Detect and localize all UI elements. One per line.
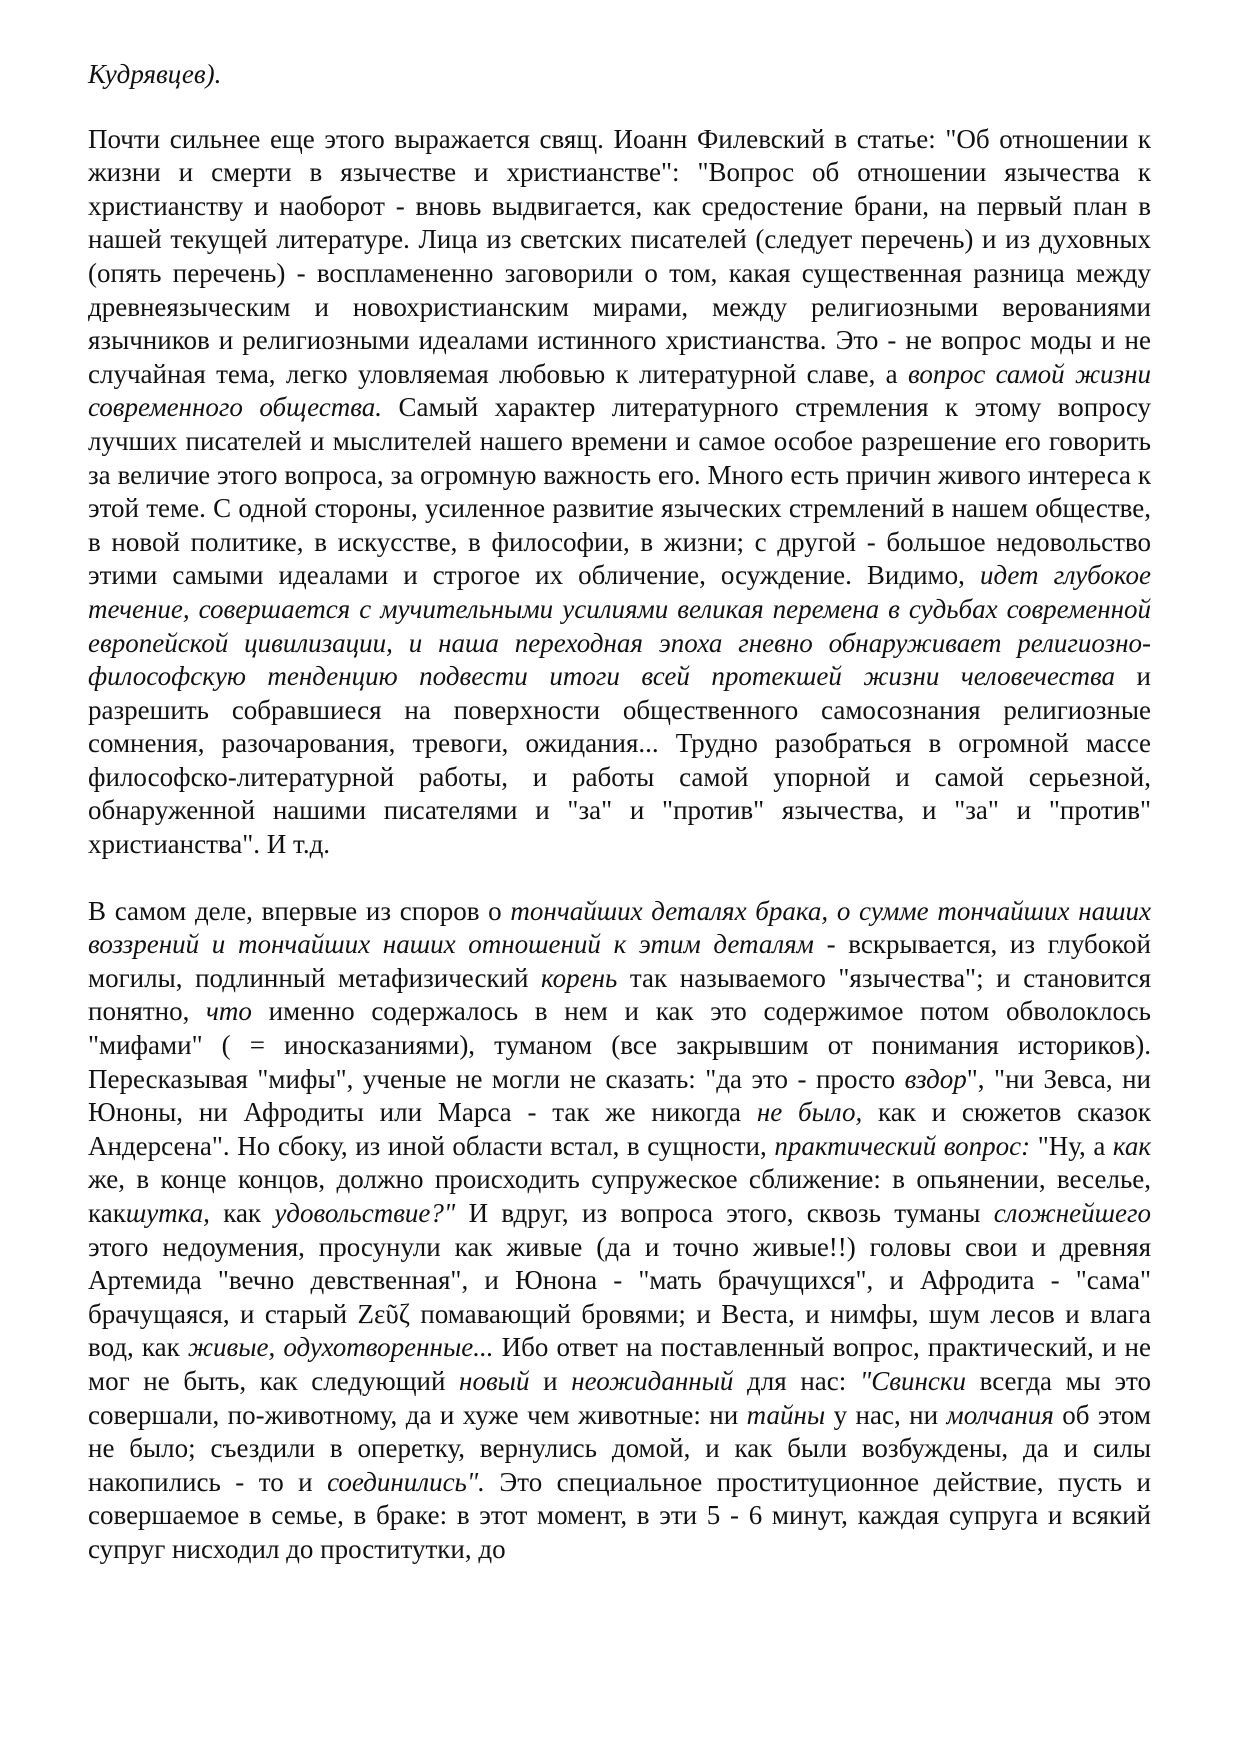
emphasis-text: сложнейшего: [993, 1198, 1151, 1228]
body-text: у нас, ни: [825, 1399, 947, 1430]
body-text: В самом деле, впервые из споров о: [88, 895, 511, 926]
emphasis-text: соединились".: [327, 1466, 485, 1497]
body-text: Почти сильнее еще этого выражается свящ. Иоанн Филевский в статье: "Об отношении к жизни и смерти в язычестве и христианстве": "Вопрос об отношении язычества к христианству и наоборот - вновь выдвигается, как средостение брани, на первый план в нашей текущей литературе. Лица из светских писателей (следует перечень) и из духовных (опять перечень) - воспламененно заговорили о том, какая существенная разница между древнеязыческим и новохристианским мирами, между религиозными верованиями язычников и религиозными идеалами истинного христианства. Это - не вопрос моды и не случайная тема, легко уловляемая любовью к литературной славе, а: [88, 123, 1151, 389]
emphasis-text: Кудрявцев).: [88, 59, 222, 89]
paragraph-2: [88, 895, 1151, 1567]
body-text: как и сюжетов сказок Андерсена". Но сбоку, из иной области встал, в сущности,: [88, 1097, 1151, 1161]
body-text: и: [529, 1365, 572, 1396]
emphasis-text: новый: [459, 1365, 530, 1396]
body-text: "Ну, а: [1030, 1130, 1113, 1161]
emphasis-text: что: [206, 996, 252, 1027]
body-text: именно содержалось в нем и как это содержимое потом обволоклось "мифами" ( = иносказаниями), туманом (все закрывшим от понимания историков). Пересказывая "мифы", ученые не могли не сказать: "да это - просто: [88, 996, 1151, 1094]
emphasis-text: корень: [541, 962, 618, 993]
emphasis-text: живые, одухотворенные...: [187, 1332, 494, 1363]
paragraph-1: [88, 123, 1151, 862]
emphasis-text: молчания: [946, 1399, 1054, 1430]
body-text: Самый характер литературного стремления к этому вопросу лучших писателей и мыслителей нашего времени и самое особое разрешение его говорить за величие этого вопроса, за огромную важность его. Много есть причин живого интереса к этой теме. С одной стороны, усиленное развитие языческих стремлений в нашем обществе, в новой политике, в искусстве, в философии, в жизни; с другой - большое недовольство этими самыми идеалами и строгое их обличение, осуждение. Видимо,: [88, 392, 1151, 591]
emphasis-text: вздор: [904, 1063, 967, 1094]
body-text: как: [209, 1198, 275, 1228]
emphasis-text: не было,: [756, 1097, 863, 1128]
emphasis-text: шутка,: [125, 1198, 210, 1228]
emphasis-text: как: [1112, 1130, 1151, 1161]
body-text: и разрешить собравшиеся на поверхности общественного самосознания религиозные сомнения, разочарования, тревоги, ожидания... Трудно разобраться в огромной массе философско-литературной работы, и работы самой упорной и самой серьезной, обнаруженной нашими писателями и "за" и "против" язычества, и "за" и "против" христианства". И т.д.: [88, 661, 1152, 860]
body-text: об этом не было; съездили в оперетку, вернулись домой, и как были возбуждены, да и силы накопились - то и: [88, 1399, 1151, 1497]
body-text: Это специальное проституционное действие, пусть и совершаемое в семье, в браке: в этот момент, в эти 5 - 6 минут, каждая супруга и всякий супруг нисходил до проститутки, до: [88, 1466, 1151, 1564]
document-page: [88, 58, 1151, 1600]
emphasis-text: тончайших деталях брака, о сумме тончайших наших воззрений и тончайших наших отношений к этим деталям: [88, 895, 1151, 960]
emphasis-text: идет глубокое течение, совершается с мучительными усилиями великая перемена в судьбах современной европейской цивилизации, и наша переходная эпоха гневно обнаруживает религиозно-философскую тенденцию подвести итоги всей протекшей жизни человечества: [88, 560, 1151, 692]
emphasis-text: "Свински: [859, 1365, 966, 1396]
paragraph-0: [88, 58, 1151, 92]
body-text: так называемого "язычества"; и становится понятно,: [88, 962, 1151, 1027]
body-text: этого недоумения, просунули как живые (да и точно живые!!) головы свои и древняя Артемида "вечно девственная", и Юнона - "мать брачущихся", и Афродита - "сама" брачущаяся, и старый Ζεῦζ помавающий бровями; и Веста, и нимфы, шум лесов и влага вод, как: [88, 1231, 1151, 1363]
body-text: для нас:: [733, 1365, 860, 1396]
body-text: ", "ни Зевса, ни Юноны, ни Афродиты или Марса - так же никогда: [88, 1063, 1151, 1128]
body-text: И вдруг, из вопроса этого, сквозь туманы: [455, 1198, 994, 1228]
body-text: Ибо ответ на поставленный вопрос, практический, и не мог не быть, как следующий: [88, 1332, 1151, 1396]
emphasis-text: удовольствие?": [274, 1198, 456, 1228]
emphasis-text: тайны: [746, 1399, 826, 1430]
body-text: - вскрывается, из глубокой могилы, подлинный метафизический: [88, 929, 1151, 993]
body-text: всегда мы это совершали, по-животному, да и хуже чем животные: ни: [88, 1365, 1151, 1430]
emphasis-text: практический вопрос:: [774, 1130, 1031, 1161]
body-text: же, в конце концов, должно происходить супружеское сближение: в опьянении, веселье, как: [88, 1164, 1151, 1228]
emphasis-text: вопрос самой жизни современного общества.: [88, 358, 1151, 423]
emphasis-text: неожиданный: [571, 1365, 734, 1396]
